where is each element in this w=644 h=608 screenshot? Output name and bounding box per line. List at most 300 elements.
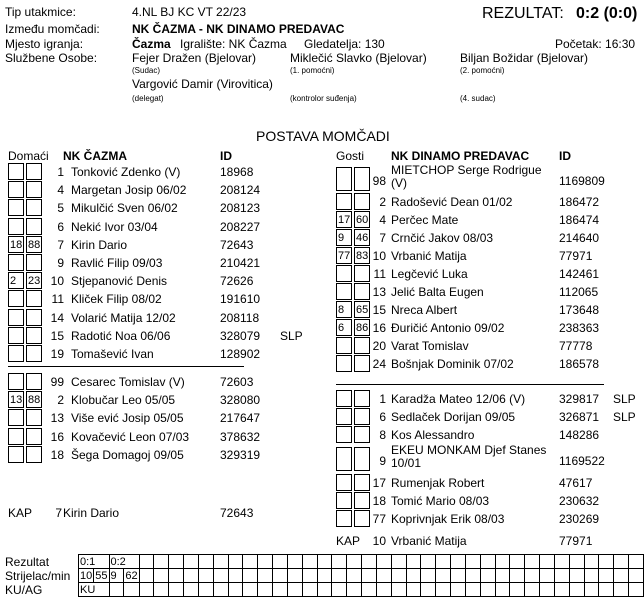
player-number: 77 <box>372 512 386 526</box>
player-minute-in-box: 6 <box>336 319 352 336</box>
player-minute-in-box <box>8 290 24 307</box>
player-row <box>336 390 644 408</box>
empty-cell <box>347 583 362 597</box>
empty-cell <box>614 555 629 569</box>
empty-cell <box>584 569 599 583</box>
stats-row-ku <box>79 583 644 597</box>
empty-cell <box>376 583 391 597</box>
player-id: 128902 <box>220 347 261 361</box>
empty-cell <box>213 569 228 583</box>
away-captain-name: Vrbanić Matija <box>391 534 467 548</box>
player-name: Klobučar Leo 05/05 <box>71 393 176 408</box>
player-minute-in-box <box>8 446 24 463</box>
match-label: Između momčadi: <box>5 22 100 36</box>
player-name: Bošnjak Dominik 07/02 <box>391 357 514 371</box>
empty-cell <box>258 583 273 597</box>
player-name: Đuričić Antonio 09/02 <box>391 321 505 335</box>
player-minute-in-box <box>336 193 352 210</box>
official-role: (1. pomoćni) <box>290 66 335 75</box>
home-captain-name: Kirin Dario <box>63 506 120 520</box>
empty-cell <box>317 555 332 569</box>
player-number: 15 <box>372 303 386 317</box>
player-minute-in-box <box>336 492 352 509</box>
player-id: 326871 <box>559 410 600 424</box>
player-row <box>8 163 328 181</box>
player-minute-in-box <box>336 167 352 191</box>
player-minute-in-box: 8 <box>336 301 352 318</box>
spectators: Gledatelja: 130 <box>304 37 385 51</box>
empty-cell <box>198 583 213 597</box>
player-id: 208124 <box>220 183 261 198</box>
player-id: 217647 <box>220 411 261 426</box>
empty-cell <box>540 583 555 597</box>
player-minute-in-box <box>8 199 24 216</box>
empty-cell <box>362 555 377 569</box>
empty-cell <box>465 555 480 569</box>
empty-cell <box>510 569 525 583</box>
player-name: Šega Domagoj 09/05 <box>71 447 184 462</box>
empty-cell <box>554 583 569 597</box>
player-number: 8 <box>379 428 386 442</box>
ku-cell: KU <box>79 583 110 597</box>
player-number: 13 <box>50 411 64 426</box>
home-captain-id: 72643 <box>220 506 254 520</box>
empty-cell <box>421 569 436 583</box>
player-id: 72643 <box>220 237 254 252</box>
empty-cell <box>154 583 169 597</box>
away-captain-label: KAP <box>336 534 361 548</box>
player-row <box>8 446 328 464</box>
player-number: 6 <box>379 410 386 424</box>
home-captain-label: KAP <box>8 506 33 520</box>
empty-cell <box>436 555 451 569</box>
home-captain-number: 7 <box>55 506 62 520</box>
player-note: SLP <box>613 410 636 424</box>
player-row <box>8 290 328 308</box>
player-name: Ravlić Filip 09/03 <box>71 256 163 270</box>
player-minute-out-box: 23 <box>26 272 42 289</box>
empty-cell <box>332 569 347 583</box>
empty-cell <box>465 569 480 583</box>
empty-cell <box>376 555 391 569</box>
empty-cell <box>525 583 540 597</box>
player-row <box>336 301 644 319</box>
empty-cell <box>273 583 288 597</box>
player-name: Radotić Noa 06/06 <box>71 328 171 343</box>
official-role: (Sudac) <box>132 66 161 75</box>
stats-row-result <box>79 555 644 569</box>
empty-cell <box>302 555 317 569</box>
venue-label: Mjesto igranja: <box>5 37 84 51</box>
officials-label: Službene Osobe: <box>5 51 98 65</box>
player-note: SLP <box>613 392 636 406</box>
empty-cell <box>540 555 555 569</box>
home-side-label: Domaći <box>8 149 49 163</box>
empty-cell <box>332 555 347 569</box>
lineup-title: POSTAVA MOMČADI <box>256 128 390 144</box>
player-name: Varat Tomislav <box>391 339 469 353</box>
player-id: 47617 <box>559 476 593 490</box>
empty-cell <box>451 583 466 597</box>
player-minute-out-box: 65 <box>354 301 370 318</box>
scorer-cell: 62 <box>125 569 138 582</box>
empty-cell <box>273 555 288 569</box>
empty-cell <box>510 555 525 569</box>
player-name: Rumenjak Robert <box>391 476 485 490</box>
empty-cell <box>169 555 184 569</box>
away-side-label: Gosti <box>336 149 365 163</box>
player-name: Volarić Matija 12/02 <box>71 310 176 325</box>
player-number: 1 <box>57 165 64 179</box>
player-minute-in-box <box>8 218 24 235</box>
empty-cell <box>584 555 599 569</box>
player-name: Više ević Josip 05/05 <box>71 411 184 426</box>
empty-cell <box>243 569 258 583</box>
player-number: 20 <box>372 339 386 353</box>
empty-cell <box>554 555 569 569</box>
player-name: Perčec Mate <box>391 213 459 227</box>
empty-cell <box>109 583 124 597</box>
player-id: 148286 <box>559 428 600 442</box>
player-id: 230632 <box>559 494 600 508</box>
player-number: 7 <box>379 231 386 245</box>
empty-cell <box>139 555 154 569</box>
player-id: 1169809 <box>559 174 605 188</box>
empty-cell <box>480 569 495 583</box>
player-id: 214640 <box>559 231 600 245</box>
empty-cell <box>258 569 273 583</box>
home-divider <box>8 366 244 367</box>
player-number: 1 <box>379 392 386 406</box>
empty-cell <box>540 569 555 583</box>
player-name: Nreca Albert <box>391 303 458 317</box>
player-number: 15 <box>50 328 64 343</box>
player-row <box>336 229 644 247</box>
player-id: 1169522 <box>559 454 605 468</box>
player-id: 186578 <box>559 357 600 371</box>
empty-cell <box>139 569 154 583</box>
empty-cell <box>525 569 540 583</box>
empty-cell <box>139 583 154 597</box>
official-role: (delegat) <box>132 94 164 103</box>
player-minute-in-box <box>336 283 352 300</box>
player-name: Vrbanić Matija <box>391 249 467 263</box>
player-row <box>8 373 328 391</box>
empty-cell <box>184 569 199 583</box>
player-minute-in-box: 18 <box>8 236 24 253</box>
player-row <box>336 211 644 229</box>
empty-cell <box>495 555 510 569</box>
player-number: 98 <box>372 174 386 188</box>
empty-cell <box>302 583 317 597</box>
stats-grid <box>78 554 644 597</box>
player-name: Sedlaček Dorijan 09/05 <box>391 410 516 424</box>
player-row <box>336 283 644 301</box>
home-id-label: ID <box>220 149 232 163</box>
player-minute-in-box: 17 <box>336 211 352 228</box>
player-row <box>336 443 644 470</box>
empty-cell <box>347 569 362 583</box>
player-name: Mikulčić Sven 06/02 <box>71 201 178 216</box>
player-name: Nekić Ivor 03/04 <box>71 219 158 234</box>
empty-cell <box>213 583 228 597</box>
scorer-cell: 10 <box>80 569 93 582</box>
player-minute-in-box <box>336 426 352 443</box>
player-id: 328080 <box>220 393 261 408</box>
empty-cell <box>213 555 228 569</box>
match-value: NK ČAZMA - NK DINAMO PREDAVAC <box>132 22 345 36</box>
player-number: 6 <box>57 219 64 234</box>
empty-cell <box>495 569 510 583</box>
player-minute-in-box <box>336 408 352 425</box>
player-row <box>336 193 644 211</box>
official-name: Miklečić Slavko (Bjelovar) <box>290 51 427 65</box>
away-id-label: ID <box>559 149 571 163</box>
empty-cell <box>406 569 421 583</box>
player-name: Tomašević Ivan <box>71 347 154 361</box>
player-name: Margetan Josip 06/02 <box>71 183 187 198</box>
home-team-name: NK ČAZMA <box>63 149 127 163</box>
competition-value: 4.NL BJ KC VT 22/23 <box>132 5 247 19</box>
empty-cell <box>287 555 302 569</box>
player-note: SLP <box>280 328 303 343</box>
empty-cell <box>569 569 584 583</box>
player-number: 4 <box>379 213 386 227</box>
result-label: Rezultat <box>5 555 50 569</box>
player-minute-in-box <box>8 163 24 180</box>
player-minute-out-box: 83 <box>354 247 370 264</box>
official-role: (kontrolor suđenja) <box>290 94 357 103</box>
empty-cell <box>124 583 139 597</box>
empty-cell <box>495 583 510 597</box>
empty-cell <box>599 583 614 597</box>
empty-cell <box>451 555 466 569</box>
empty-cell <box>287 569 302 583</box>
player-id: 208227 <box>220 219 261 234</box>
player-number: 9 <box>57 256 64 270</box>
empty-cell <box>554 569 569 583</box>
empty-cell <box>465 583 480 597</box>
player-id: 77971 <box>559 249 593 263</box>
result-cell: 0:2 <box>109 555 139 569</box>
player-row <box>336 408 644 426</box>
player-row <box>336 163 644 190</box>
empty-cell <box>317 583 332 597</box>
player-number: 18 <box>50 447 64 462</box>
player-row <box>8 391 328 409</box>
player-id: 77778 <box>559 339 593 353</box>
player-minute-in-box <box>336 510 352 527</box>
empty-cell <box>614 583 629 597</box>
empty-cell <box>228 555 243 569</box>
empty-cell <box>154 555 169 569</box>
empty-cell <box>628 583 643 597</box>
player-minute-in-box <box>8 254 24 271</box>
empty-cell <box>436 583 451 597</box>
player-number: 10 <box>50 274 64 289</box>
empty-cell <box>169 583 184 597</box>
score-label: REZULTAT: <box>482 5 564 22</box>
player-minute-in-box <box>8 345 24 362</box>
player-minute-in-box <box>336 265 352 282</box>
empty-cell <box>243 583 258 597</box>
player-name: Jelić Balta Eugen <box>391 285 484 299</box>
player-number: 24 <box>372 357 386 371</box>
player-row <box>8 327 328 345</box>
player-id: 186472 <box>559 195 600 209</box>
empty-cell <box>198 555 213 569</box>
player-row <box>8 272 328 290</box>
player-id: 186474 <box>559 213 600 227</box>
empty-cell <box>569 555 584 569</box>
player-number: 17 <box>372 476 386 490</box>
empty-cell <box>391 583 406 597</box>
away-captain-id: 77971 <box>559 534 593 548</box>
player-id: 18968 <box>220 165 254 179</box>
empty-cell <box>362 569 377 583</box>
empty-cell <box>154 569 169 583</box>
player-number: 13 <box>372 285 386 299</box>
player-id: 72626 <box>220 274 254 289</box>
player-minute-in-box: 13 <box>8 391 24 408</box>
away-divider <box>336 384 604 385</box>
empty-cell <box>273 569 288 583</box>
empty-cell <box>569 583 584 597</box>
player-name: Karadža Mateo 12/06 (V) <box>391 392 526 406</box>
empty-cell <box>243 555 258 569</box>
official-name: Fejer Dražen (Bjelovar) <box>132 51 257 65</box>
player-row <box>336 510 644 528</box>
venue-city: Čazma <box>132 37 171 51</box>
player-number: 16 <box>50 429 64 444</box>
result-cell: 0:1 <box>79 555 110 569</box>
player-row <box>8 254 328 272</box>
player-row <box>8 181 328 199</box>
player-name: Stjepanović Denis <box>71 274 168 289</box>
player-minute-out-box: 86 <box>354 319 370 336</box>
kickoff: Početak: 16:30 <box>555 37 636 51</box>
player-minute-in-box <box>8 309 24 326</box>
player-minute-in-box <box>8 327 24 344</box>
player-name: Kliček Filip 08/02 <box>71 292 162 307</box>
empty-cell <box>584 583 599 597</box>
empty-cell <box>406 583 421 597</box>
stats-row-scorer <box>79 569 644 583</box>
player-minute-in-box <box>8 181 24 198</box>
player-number: 19 <box>50 347 64 361</box>
player-minute-out-box: 60 <box>354 211 370 228</box>
player-row <box>8 199 328 217</box>
player-minute-in-box <box>8 409 24 426</box>
empty-cell <box>391 555 406 569</box>
empty-cell <box>198 569 213 583</box>
player-number: 99 <box>50 375 64 389</box>
player-number: 4 <box>57 183 64 198</box>
player-row <box>8 409 328 427</box>
empty-cell <box>628 555 643 569</box>
player-name: Tomić Mario 08/03 <box>391 494 490 508</box>
empty-cell <box>406 555 421 569</box>
empty-cell <box>599 569 614 583</box>
player-id: 208123 <box>220 201 261 216</box>
player-id: 328079 <box>220 328 261 343</box>
player-id: 142461 <box>559 267 600 281</box>
player-name: Legčević Luka <box>391 267 468 281</box>
empty-cell <box>391 569 406 583</box>
score-value: 0:2 (0:0) <box>576 5 638 22</box>
empty-cell <box>599 555 614 569</box>
player-number: 11 <box>51 292 64 307</box>
player-number: 18 <box>372 494 386 508</box>
empty-cell <box>451 569 466 583</box>
player-name: Radošević Dean 01/02 <box>391 195 513 209</box>
player-id: 378632 <box>220 429 261 444</box>
player-number: 2 <box>379 195 386 209</box>
player-id: 208118 <box>220 310 260 325</box>
empty-cell <box>376 569 391 583</box>
player-row <box>336 319 644 337</box>
empty-cell <box>287 583 302 597</box>
away-team-name: NK DINAMO PREDAVAC <box>391 149 530 163</box>
empty-cell <box>184 555 199 569</box>
player-row <box>8 218 328 236</box>
empty-cell <box>421 555 436 569</box>
player-minute-in-box: 77 <box>336 247 352 264</box>
empty-cell <box>184 583 199 597</box>
scorer-cell: 9 <box>109 569 124 583</box>
empty-cell <box>362 583 377 597</box>
player-name: EKEU MONKAM Djef Stanes 10/01 <box>391 443 547 470</box>
empty-cell <box>228 569 243 583</box>
player-number: 9 <box>379 454 386 468</box>
player-name: Tonković Zdenko (V) <box>71 165 181 179</box>
player-row <box>8 236 328 254</box>
player-name: Kovačević Leon 07/03 <box>71 429 190 444</box>
player-minute-in-box <box>8 428 24 445</box>
player-minute-in-box: 2 <box>8 272 24 289</box>
player-name: MIETCHOP Serge Rodrigue (V) <box>391 163 542 190</box>
scorer-cell: 55 <box>95 569 108 582</box>
empty-cell <box>614 569 629 583</box>
official-name: Vargović Damir (Virovitica) <box>132 77 273 91</box>
player-name: Cesarec Tomislav (V) <box>71 375 185 389</box>
player-number: 5 <box>57 201 64 216</box>
player-name: Koprivnjak Erik 08/03 <box>391 512 505 526</box>
player-minute-in-box <box>8 373 24 390</box>
player-number: 2 <box>57 393 64 408</box>
player-row <box>336 426 644 444</box>
player-minute-in-box <box>336 337 352 354</box>
player-id: 72603 <box>220 375 254 389</box>
empty-cell <box>332 583 347 597</box>
player-id: 329817 <box>559 392 600 406</box>
player-minute-out-box: 88 <box>26 391 42 408</box>
player-row <box>336 265 644 283</box>
empty-cell <box>525 555 540 569</box>
empty-cell <box>421 583 436 597</box>
player-row <box>336 247 644 265</box>
empty-cell <box>480 555 495 569</box>
empty-cell <box>436 569 451 583</box>
player-id: 329319 <box>220 447 261 462</box>
player-row <box>336 492 644 510</box>
empty-cell <box>302 569 317 583</box>
player-number: 14 <box>50 310 64 325</box>
player-id: 238363 <box>559 321 600 335</box>
player-minute-in-box <box>336 447 352 471</box>
scorer-label: Strijelac/min <box>5 569 71 583</box>
player-id: 230269 <box>559 512 600 526</box>
